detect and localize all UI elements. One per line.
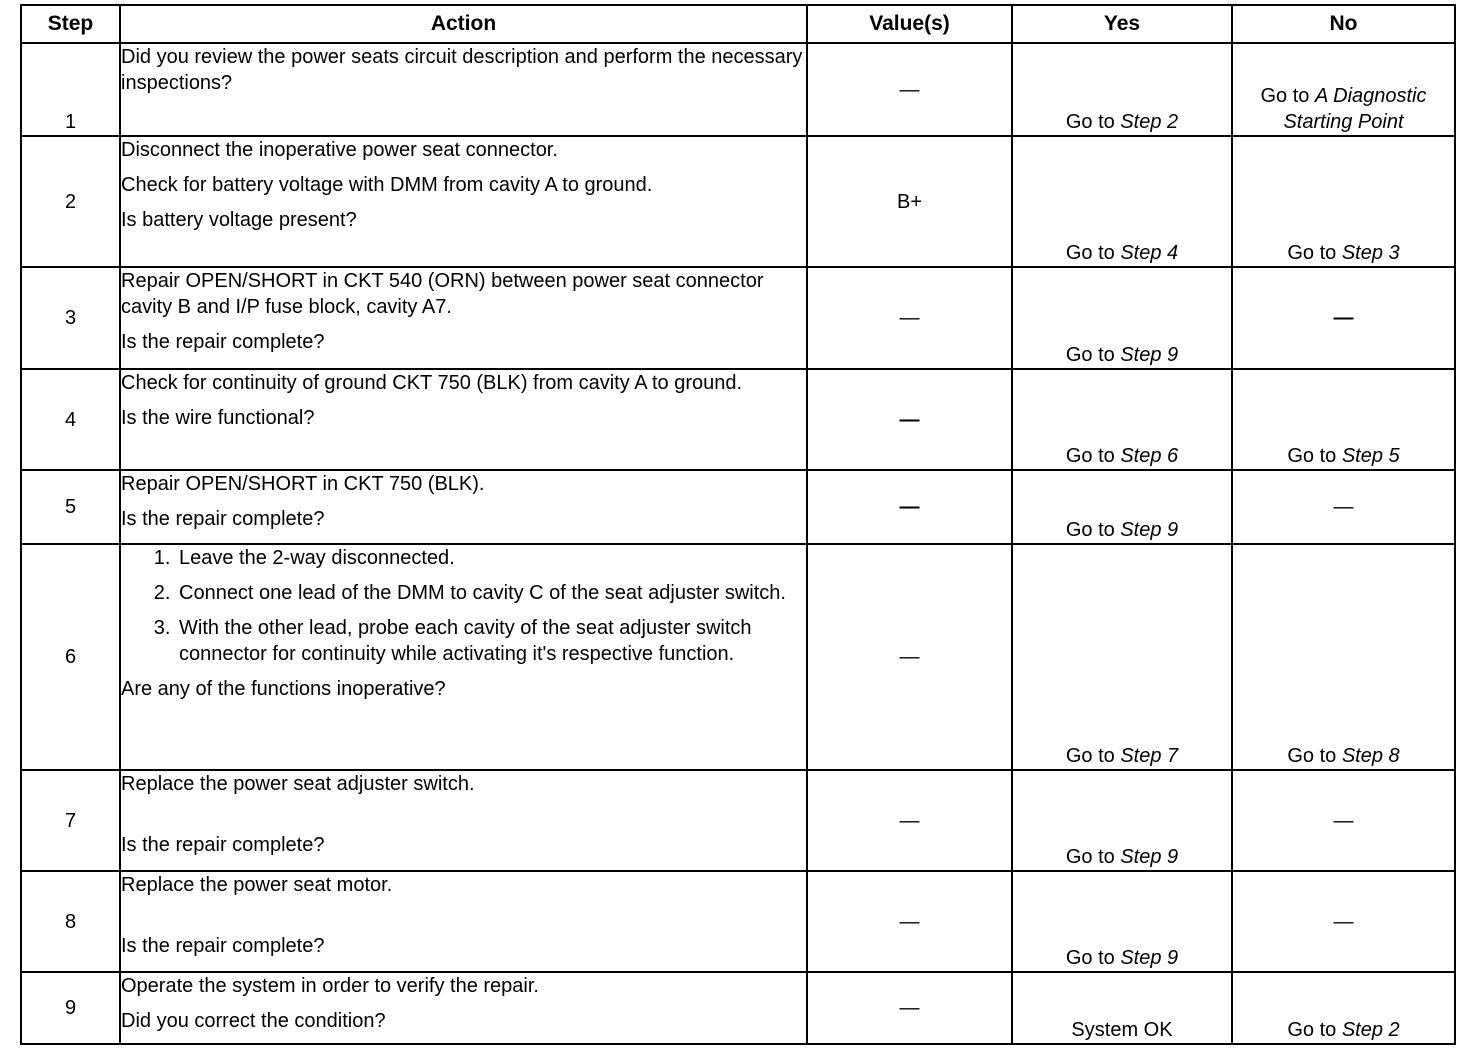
value-cell: — — [807, 544, 1012, 770]
yes-prefix: Go to — [1065, 111, 1121, 133]
list-item: 3. With the other lead, probe each cavity of the seat adjuster switch connector for continuity while activating it's respective function. — [176, 615, 806, 667]
header-values: Value(s) — [807, 5, 1012, 43]
header-row — [21, 5, 1455, 43]
table-row — [21, 972, 1455, 1044]
step-number: 7 — [21, 770, 120, 871]
action-text: Operate the system in order to verify the repair. — [121, 975, 539, 997]
no-step-link[interactable]: Step 8 — [1341, 745, 1400, 767]
list-item: 2. Connect one lead of the DMM to cavity C of the seat adjuster switch. — [176, 580, 806, 606]
action-cell — [120, 136, 807, 267]
yes-cell — [1012, 544, 1232, 770]
value-cell: — — [807, 369, 1012, 470]
yes-step-link[interactable]: Step 6 — [1120, 445, 1179, 467]
header-yes: Yes — [1012, 5, 1232, 43]
yes-step-link[interactable]: Step 9 — [1120, 846, 1179, 868]
action-text: Did you review the power seats circuit description and perform the necessary inspections? — [121, 46, 803, 94]
no-cell: — — [1232, 871, 1455, 972]
no-cell — [1232, 136, 1455, 267]
action-text: Repair OPEN/SHORT in CKT 540 (ORN) between power seat connector cavity B and I/P fuse block, cavity A7. — [121, 270, 764, 318]
yes-prefix: Go to — [1065, 846, 1121, 868]
no-cell — [1232, 369, 1455, 470]
yes-cell — [1012, 470, 1232, 544]
yes-cell — [1012, 136, 1232, 267]
action-cell — [120, 43, 807, 136]
no-step-link[interactable]: A Diagnostic Starting Point — [1283, 85, 1427, 133]
yes-cell: System OK — [1012, 972, 1232, 1044]
yes-step-link[interactable]: Step 9 — [1120, 519, 1179, 541]
value-cell: — — [807, 972, 1012, 1044]
yes-prefix: Go to — [1065, 445, 1121, 467]
list-item: 1. Leave the 2-way disconnected. — [176, 545, 806, 571]
action-text: Disconnect the inoperative power seat connector. — [121, 139, 558, 161]
value-cell: — — [807, 470, 1012, 544]
value-cell: — — [807, 43, 1012, 136]
action-question: Did you correct the condition? — [121, 1010, 386, 1032]
step-number: 4 — [21, 369, 120, 470]
step-number: 3 — [21, 267, 120, 369]
yes-step-link[interactable]: Step 4 — [1120, 242, 1179, 264]
no-prefix: Go to — [1287, 242, 1342, 264]
yes-step-link[interactable]: Step 2 — [1120, 111, 1179, 133]
no-prefix: Go to — [1287, 1019, 1342, 1041]
action-question: Is the repair complete? — [121, 935, 325, 957]
table-row — [21, 544, 1455, 770]
action-cell — [120, 770, 807, 871]
action-cell — [120, 369, 807, 470]
no-cell: — — [1232, 770, 1455, 871]
diagnostic-table — [20, 4, 1456, 1045]
yes-prefix: Go to — [1065, 344, 1121, 366]
table-row — [21, 470, 1455, 544]
value-cell: B+ — [807, 136, 1012, 267]
value-cell: — — [807, 871, 1012, 972]
no-step-link[interactable]: Step 5 — [1341, 445, 1400, 467]
table-row — [21, 871, 1455, 972]
action-text: Check for battery voltage with DMM from cavity A to ground. — [121, 174, 653, 196]
action-question: Is the repair complete? — [121, 508, 325, 530]
no-step-link[interactable]: Step 3 — [1341, 242, 1400, 264]
no-cell — [1232, 972, 1455, 1044]
action-text: Repair OPEN/SHORT in CKT 750 (BLK). — [121, 473, 485, 495]
yes-step-link[interactable]: Step 9 — [1120, 947, 1179, 969]
yes-cell — [1012, 871, 1232, 972]
action-cell — [120, 267, 807, 369]
yes-cell — [1012, 267, 1232, 369]
no-prefix: Go to — [1287, 445, 1342, 467]
no-cell: — — [1232, 267, 1455, 369]
step-number: 1 — [21, 43, 120, 136]
no-cell — [1232, 43, 1455, 136]
action-cell — [120, 871, 807, 972]
action-cell — [120, 470, 807, 544]
action-cell — [120, 972, 807, 1044]
action-question: Is the wire functional? — [121, 407, 315, 429]
step-number: 9 — [21, 972, 120, 1044]
table-row — [21, 43, 1455, 136]
step-number: 6 — [21, 544, 120, 770]
header-action: Action — [120, 5, 807, 43]
yes-step-link[interactable]: Step 7 — [1120, 745, 1179, 767]
table-row — [21, 267, 1455, 369]
value-cell: — — [807, 267, 1012, 369]
table-row — [21, 369, 1455, 470]
yes-cell — [1012, 369, 1232, 470]
no-step-link[interactable]: Step 2 — [1341, 1019, 1400, 1041]
action-question: Is battery voltage present? — [121, 209, 357, 231]
yes-cell — [1012, 43, 1232, 136]
yes-prefix: Go to — [1065, 519, 1121, 541]
table-row — [21, 770, 1455, 871]
step-number: 8 — [21, 871, 120, 972]
action-text: Replace the power seat motor. — [121, 874, 393, 896]
no-prefix: Go to — [1260, 85, 1315, 107]
action-question: Is the repair complete? — [121, 331, 325, 353]
step-number: 5 — [21, 470, 120, 544]
action-text: Replace the power seat adjuster switch. — [121, 773, 475, 795]
value-cell: — — [807, 770, 1012, 871]
action-question: Are any of the functions inoperative? — [121, 678, 446, 700]
yes-prefix: Go to — [1065, 947, 1121, 969]
step-number: 2 — [21, 136, 120, 267]
yes-prefix: Go to — [1065, 745, 1121, 767]
action-cell — [120, 544, 807, 770]
table-row — [21, 136, 1455, 267]
no-cell: — — [1232, 470, 1455, 544]
no-prefix: Go to — [1287, 745, 1342, 767]
no-cell — [1232, 544, 1455, 770]
action-text: Check for continuity of ground CKT 750 (BLK) from cavity A to ground. — [121, 372, 743, 394]
yes-prefix: Go to — [1065, 242, 1121, 264]
instruction-list — [121, 545, 806, 667]
action-question: Is the repair complete? — [121, 834, 325, 856]
yes-cell — [1012, 770, 1232, 871]
yes-step-link[interactable]: Step 9 — [1120, 344, 1179, 366]
header-no: No — [1232, 5, 1455, 43]
header-step: Step — [21, 5, 120, 43]
